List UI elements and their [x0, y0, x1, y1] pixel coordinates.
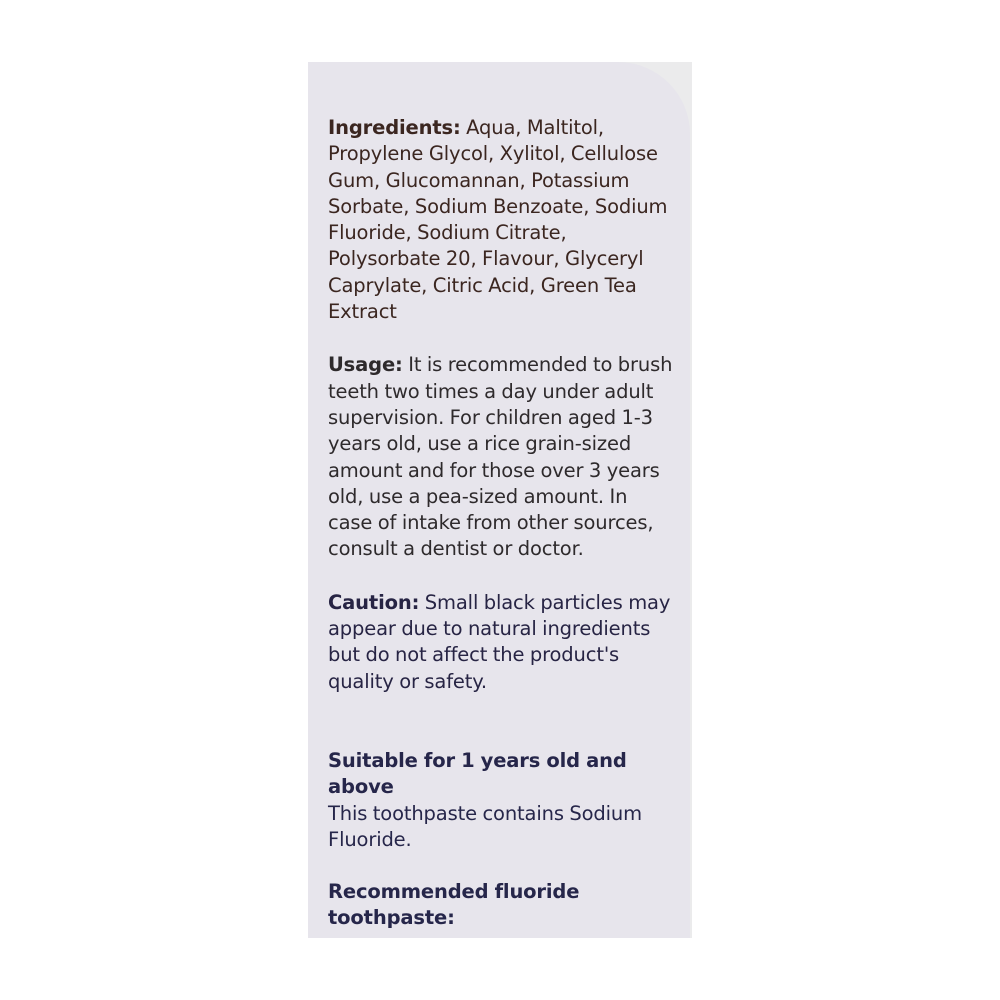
- recommended-heading: Recommended fluoride toothpaste:: [328, 880, 580, 930]
- ingredients-text: Aqua, Maltitol, Propylene Glycol, Xylitol, Cellulose Gum, Glucomannan, Potassium Sorbate, Sodium Benzoate, Sodium Fluoride, Sodium Citrate, Polysorbate 20, Flavour, Glyceryl Caprylate, Citric Acid, Green Tea Extract: [328, 116, 668, 324]
- suitability-text: This toothpaste contains Sodium Fluoride.: [328, 801, 642, 851]
- caution-heading: Caution:: [328, 590, 420, 614]
- usage-text: It is recommended to brush teeth two times a day under adult supervision. For children aged 1-3 years old, use a rice grain-sized amount and for those over 3 years old, use a pea-sized amount. In case of intake from other sources, consult a dentist or doctor.: [328, 353, 673, 561]
- usage-heading: Usage:: [328, 353, 403, 377]
- suitability-section: [328, 748, 674, 853]
- caution-text: Small black particles may appear due to natural ingredients but do not affect the product's quality or safety.: [328, 590, 671, 693]
- ingredients-heading: Ingredients:: [328, 116, 461, 139]
- suitability-heading: Suitable for 1 years old and above: [328, 748, 627, 799]
- label-panel: [308, 62, 690, 938]
- caution-section: [328, 590, 674, 695]
- ingredients-section: [328, 115, 674, 325]
- usage-section: [328, 352, 674, 562]
